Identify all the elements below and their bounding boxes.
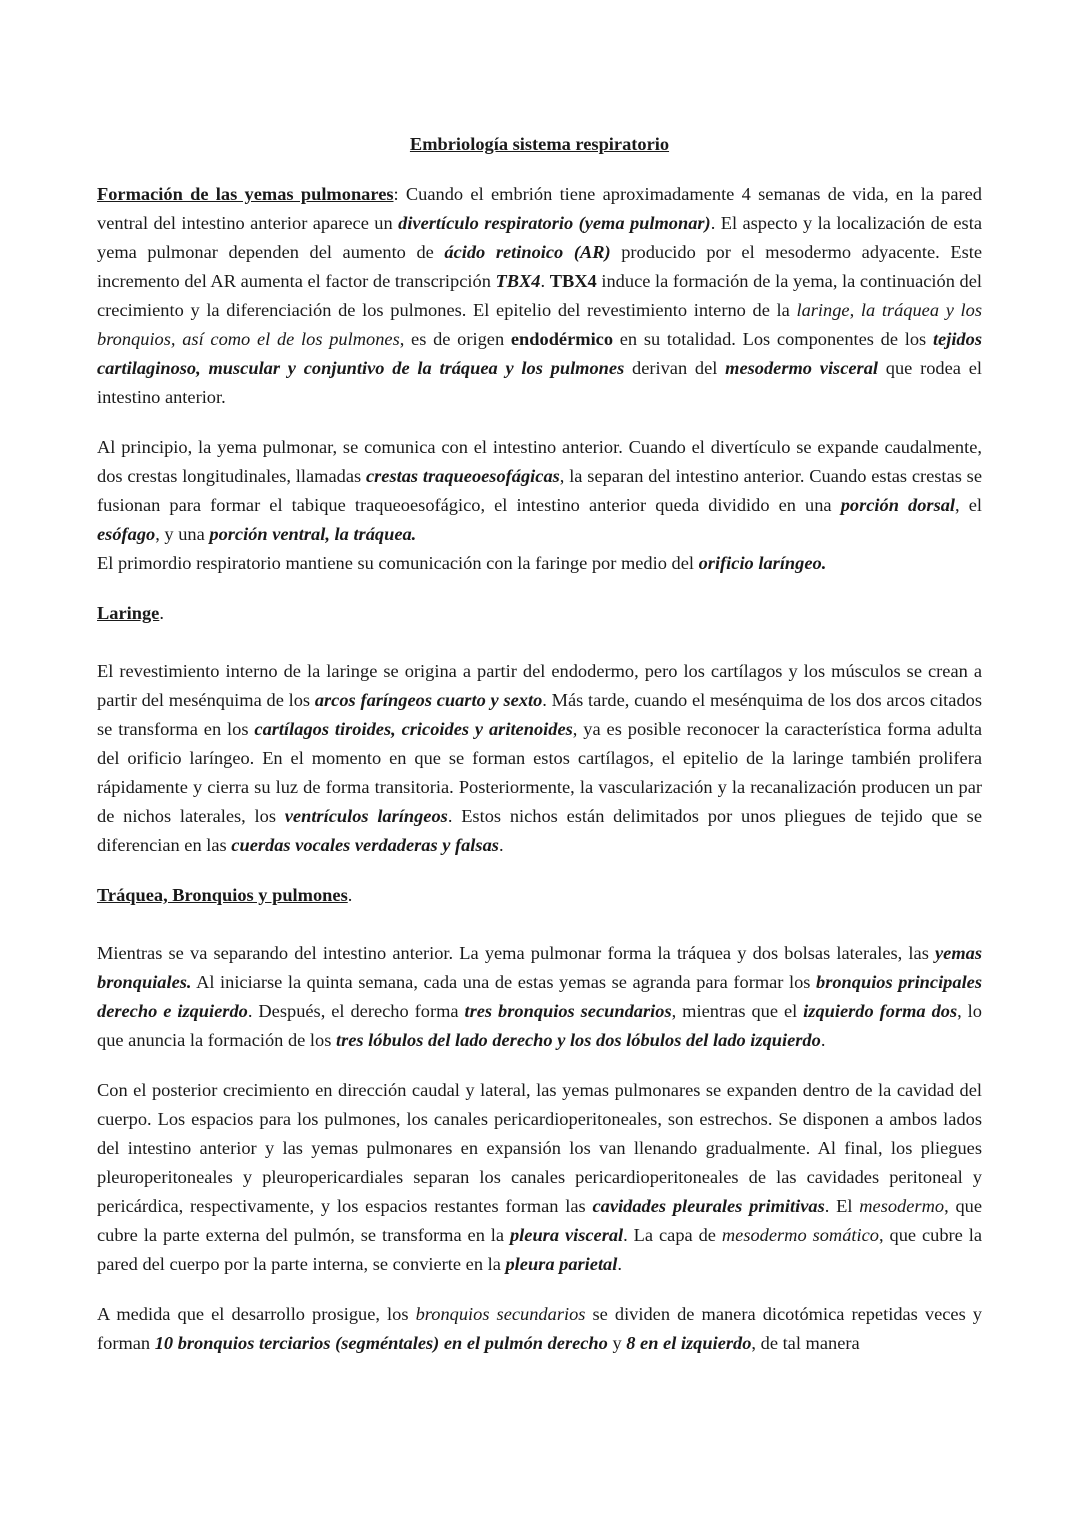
run: ácido retinoico (AR) xyxy=(444,242,611,262)
run: bronquios secundarios xyxy=(415,1304,586,1324)
run: tres bronquios secundarios xyxy=(464,1001,672,1021)
section-heading-line: Laringe. xyxy=(97,603,164,623)
section-heading: Formación de las yemas pulmonares xyxy=(97,184,394,204)
run: . Después, el derecho forma xyxy=(247,1001,465,1021)
run: El revestimiento interno de la laringe se origina a partir del endodermo, pero los cartílagos y los músculos se crean a partir del mesénquima de los xyxy=(97,661,982,710)
run: Al iniciarse la quinta semana, cada una de estas yemas se agranda para formar los xyxy=(191,972,816,992)
run: , que cubre la parte externa del pulmón, se transforma en la xyxy=(97,1196,983,1245)
section-heading-line: Tráquea, Bronquios y pulmones. xyxy=(97,885,353,905)
run: en su totalidad. Los componentes de los xyxy=(613,329,933,349)
run: cuerdas vocales verdaderas y falsas xyxy=(231,835,499,855)
run: . xyxy=(540,271,550,291)
run: . La capa de xyxy=(623,1225,722,1245)
run: se dividen de manera dicotómica repetidas veces y forman xyxy=(97,1304,982,1353)
run: producido por el mesodermo adyacente. Este incremento del AR aumenta el factor de transcripción xyxy=(97,242,983,291)
run: esófago xyxy=(97,524,156,544)
run: mesodermo visceral xyxy=(725,358,878,378)
run: TBX4 xyxy=(495,271,541,291)
run: 8 en el izquierdo xyxy=(626,1333,752,1353)
paragraph xyxy=(97,180,982,412)
run: . El aspecto y la localización de esta yema pulmonar dependen del aumento de xyxy=(97,213,982,262)
run: , es de origen xyxy=(399,329,511,349)
run: que rodea el intestino anterior. xyxy=(97,358,982,407)
run: , y una xyxy=(155,524,210,544)
run: TBX4 xyxy=(549,271,597,291)
run: crestas traqueoesofágicas xyxy=(365,466,560,486)
run: mesodermo somático xyxy=(721,1225,879,1245)
run: arcos faríngeos cuarto y sexto xyxy=(314,690,543,710)
run: pleura visceral xyxy=(509,1225,624,1245)
paragraph xyxy=(97,433,982,549)
run: izquierdo forma dos xyxy=(803,1001,958,1021)
run: induce la formación de la yema, la continuación del crecimiento y la diferenciación de los pulmones. El epitelio del revestimiento interno de la xyxy=(97,271,983,320)
paragraph xyxy=(97,939,982,1055)
run: tres lóbulos del lado derecho y los dos lóbulos del lado izquierdo xyxy=(336,1030,821,1050)
run: divertículo respiratorio (yema pulmonar) xyxy=(398,213,711,233)
run: . Más tarde, cuando el mesénquima de los dos arcos citados se transforma en los xyxy=(97,690,982,739)
run: tejidos cartilaginoso, muscular y conjuntivo de la tráquea y los pulmones xyxy=(97,329,982,378)
run: endodérmico xyxy=(510,329,614,349)
document-title: Embriología sistema respiratorio xyxy=(409,134,670,154)
run: , que cubre la pared del cuerpo por la parte interna, se convierte en la xyxy=(97,1225,982,1274)
run: , lo que anuncia la formación de los xyxy=(97,1001,982,1050)
run: cavidades pleurales primitivas xyxy=(592,1196,825,1216)
paragraph xyxy=(97,549,982,578)
run: . xyxy=(498,835,504,855)
document-page xyxy=(97,130,982,1379)
run: , ya es posible reconocer la característica forma adulta del orificio laríngeo. En el momento en que se forman estos cartílagos, el epitelio de la laringe también prolifera rápidamente y cierra su luz de forma transitoria. Posteriormente, la vascularización y la recanalización producen un par de nichos laterales, los xyxy=(97,719,982,826)
paragraph xyxy=(97,1076,982,1279)
run: . Estos nichos están delimitados por unos pliegues de tejido que se diferencian en las xyxy=(97,806,982,855)
run: derivan del xyxy=(624,358,726,378)
run: : Cuando el embrión tiene aproximadamente 4 semanas de vida, en la pared ventral del intestino anterior aparece un xyxy=(97,184,982,233)
run: orificio laríngeo. xyxy=(698,553,827,573)
run: Con el posterior crecimiento en dirección caudal y lateral, las yemas pulmonares se expanden dentro de la cavidad del cuerpo. Los espacios para los pulmones, los canales pericardioperitoneales, son estrechos. Se disponen a ambos lados del intestino anterior y las yemas pulmonares en expansión los van llenando gradualmente. Al final, los pliegues pleuroperitoneales y pleuropericardiales separan los canales pericardioperitoneales de las cavidades peritoneal y pericárdica, respectivamente, y los espacios restantes forman las xyxy=(97,1080,982,1216)
run: porción ventral, la tráquea. xyxy=(209,524,417,544)
run: cartílagos tiroides, cricoides y aritenoides xyxy=(254,719,573,739)
paragraph xyxy=(97,657,982,860)
section-heading: Tráquea, Bronquios y pulmones xyxy=(97,885,348,905)
run: Mientras se va separando del intestino anterior. La yema pulmonar forma la tráquea y dos bolsas laterales, las xyxy=(97,943,936,963)
run: , mientras que el xyxy=(671,1001,804,1021)
run: . xyxy=(820,1030,826,1050)
run: porción dorsal xyxy=(840,495,956,515)
run: Al principio, la yema pulmonar, se comunica con el intestino anterior. Cuando el divertículo se expande caudalmente, dos crestas longitudinales, llamadas xyxy=(97,437,982,486)
section-heading: Laringe xyxy=(97,603,160,623)
run: , el xyxy=(955,495,982,515)
run: yemas bronquiales. xyxy=(97,943,982,992)
run: , la separan del intestino anterior. Cuando estas crestas se fusionan para formar el tabique traqueoesofágico, el intestino anterior queda dividido en una xyxy=(97,466,982,515)
run: bronquios principales derecho e izquierdo xyxy=(97,972,982,1021)
run: 10 bronquios terciarios (segméntales) en el pulmón derecho xyxy=(154,1333,608,1353)
run: laringe, la tráquea y los bronquios, así como el de los pulmones xyxy=(97,300,982,349)
run: ventrículos laríngeos xyxy=(284,806,448,826)
run: . El xyxy=(824,1196,860,1216)
run: pleura parietal xyxy=(505,1254,618,1274)
paragraph xyxy=(97,1300,982,1358)
run: y xyxy=(607,1333,627,1353)
run: , de tal manera xyxy=(751,1333,860,1353)
run: A medida que el desarrollo prosigue, los xyxy=(97,1304,416,1324)
run: El primordio respiratorio mantiene su comunicación con la faringe por medio del xyxy=(97,553,699,573)
run: . xyxy=(617,1254,622,1274)
run: mesodermo xyxy=(859,1196,945,1216)
